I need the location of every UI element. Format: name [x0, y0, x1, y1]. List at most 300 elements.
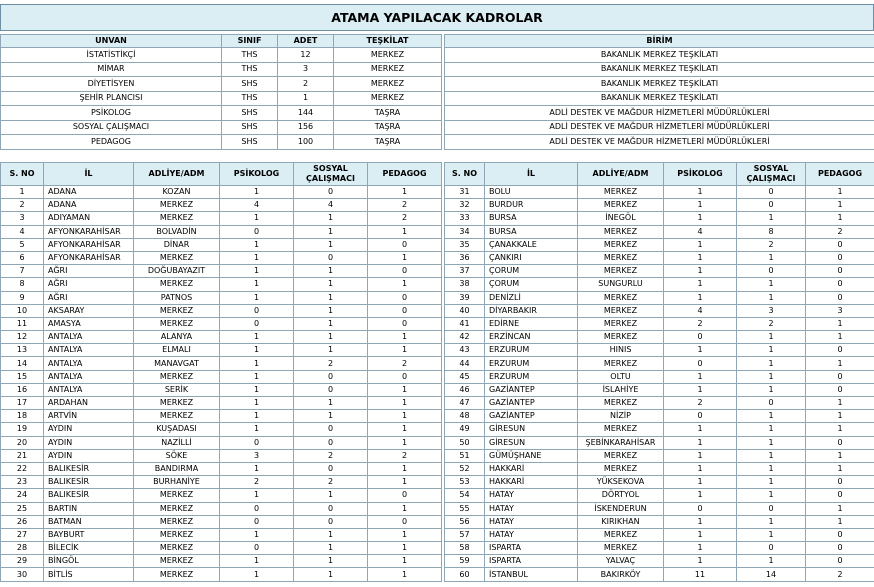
il-cell: BURDUR — [485, 199, 578, 212]
sno-cell: 31 — [445, 186, 485, 199]
adet-cell: 100 — [278, 135, 334, 150]
sno-cell: 14 — [1, 357, 44, 370]
psikolog-cell: 1 — [664, 542, 737, 555]
header-unvan: UNVAN — [1, 35, 222, 48]
sno-cell: 25 — [1, 502, 44, 515]
adliye-cell: MERKEZ — [578, 542, 664, 555]
psikolog-cell: 1 — [220, 331, 294, 344]
psikolog-cell: 0 — [664, 331, 737, 344]
psikolog-cell: 1 — [664, 555, 737, 568]
sno-cell: 30 — [1, 568, 44, 581]
psikolog-cell: 1 — [664, 265, 737, 278]
psikolog-cell: 0 — [220, 515, 294, 528]
psikolog-cell: 1 — [664, 238, 737, 251]
sno-cell: 58 — [445, 542, 485, 555]
psikolog-cell: 1 — [220, 410, 294, 423]
adliye-cell: MERKEZ — [134, 410, 220, 423]
sno-cell: 11 — [1, 317, 44, 330]
sno-cell: 56 — [445, 515, 485, 528]
sosyal-calismaci-cell: 1 — [294, 489, 368, 502]
psikolog-cell: 1 — [664, 462, 737, 475]
sosyal-calismaci-cell: 1 — [737, 357, 806, 370]
pedagog-cell: 0 — [368, 304, 442, 317]
table-row — [445, 370, 874, 383]
sosyal-calismaci-cell: 1 — [294, 397, 368, 410]
table-row — [445, 383, 874, 396]
header-il: İL — [485, 163, 578, 186]
pedagog-cell: 0 — [368, 370, 442, 383]
il-cell: EDİRNE — [485, 317, 578, 330]
sinif-cell: THS — [222, 62, 278, 77]
sosyal-calismaci-cell: 1 — [294, 238, 368, 251]
sosyal-calismaci-cell: 1 — [294, 265, 368, 278]
header-sosyal-calismaci: SOSYAL ÇALIŞMACI — [294, 163, 368, 186]
birim-cell: BAKANLIK MERKEZ TEŞKİLATI — [445, 91, 874, 106]
il-cell: AMASYA — [44, 317, 134, 330]
psikolog-cell: 1 — [220, 357, 294, 370]
sosyal-calismaci-cell: 0 — [737, 186, 806, 199]
sno-cell: 46 — [445, 383, 485, 396]
table-row — [1, 542, 442, 555]
sno-cell: 57 — [445, 528, 485, 541]
psikolog-cell: 1 — [220, 462, 294, 475]
adliye-cell: MERKEZ — [134, 528, 220, 541]
table-row — [1, 357, 442, 370]
sno-cell: 33 — [445, 212, 485, 225]
table-row — [1, 278, 442, 291]
unvan-cell: DİYETİSYEN — [1, 77, 222, 92]
adliye-cell: PATNOS — [134, 291, 220, 304]
psikolog-cell: 1 — [220, 528, 294, 541]
table-row — [1, 502, 442, 515]
sno-cell: 59 — [445, 555, 485, 568]
sno-cell: 23 — [1, 476, 44, 489]
sno-cell: 36 — [445, 251, 485, 264]
sosyal-calismaci-cell: 0 — [294, 502, 368, 515]
il-cell: HATAY — [485, 502, 578, 515]
table-row — [445, 212, 874, 225]
psikolog-cell: 1 — [664, 449, 737, 462]
psikolog-cell: 1 — [664, 423, 737, 436]
il-cell: ERZURUM — [485, 370, 578, 383]
sosyal-calismaci-cell: 1 — [737, 251, 806, 264]
sosyal-calismaci-cell: 1 — [294, 568, 368, 581]
il-cell: ARDAHAN — [44, 397, 134, 410]
il-cell: AFYONKARAHİSAR — [44, 251, 134, 264]
sosyal-calismaci-cell: 1 — [294, 410, 368, 423]
psikolog-cell: 1 — [220, 555, 294, 568]
sno-cell: 50 — [445, 436, 485, 449]
sno-cell: 53 — [445, 476, 485, 489]
pedagog-cell: 2 — [368, 199, 442, 212]
pedagog-cell: 1 — [368, 251, 442, 264]
il-cell: ERZURUM — [485, 357, 578, 370]
adliye-cell: MERKEZ — [134, 251, 220, 264]
sno-cell: 2 — [1, 199, 44, 212]
adliye-cell: BAKIRKÖY — [578, 568, 664, 581]
summary-header-row — [1, 35, 874, 48]
il-cell: BALIKESİR — [44, 476, 134, 489]
pedagog-cell: 2 — [368, 212, 442, 225]
sno-cell: 60 — [445, 568, 485, 581]
pedagog-cell: 1 — [368, 436, 442, 449]
sno-cell: 18 — [1, 410, 44, 423]
unvan-cell: PEDAGOG — [1, 135, 222, 150]
sno-cell: 17 — [1, 397, 44, 410]
sno-cell: 6 — [1, 251, 44, 264]
psikolog-cell: 2 — [664, 317, 737, 330]
adliye-cell: MERKEZ — [134, 568, 220, 581]
adliye-cell: MERKEZ — [578, 423, 664, 436]
il-cell: GİRESUN — [485, 423, 578, 436]
sno-cell: 26 — [1, 515, 44, 528]
table-row — [1, 397, 442, 410]
il-cell: BALIKESİR — [44, 462, 134, 475]
table-row — [1, 476, 442, 489]
pedagog-cell: 1 — [806, 410, 874, 423]
sosyal-calismaci-cell: 2 — [737, 238, 806, 251]
pedagog-cell: 2 — [368, 449, 442, 462]
sosyal-calismaci-cell: 0 — [737, 397, 806, 410]
psikolog-cell: 1 — [220, 397, 294, 410]
sosyal-calismaci-cell: 0 — [737, 199, 806, 212]
pedagog-cell: 1 — [368, 542, 442, 555]
pedagog-cell: 0 — [806, 278, 874, 291]
il-cell: BİNGÖL — [44, 555, 134, 568]
adliye-cell: HINIS — [578, 344, 664, 357]
adliye-cell: MERKEZ — [578, 357, 664, 370]
sosyal-calismaci-cell: 0 — [294, 423, 368, 436]
psikolog-cell: 0 — [220, 542, 294, 555]
il-cell: AFYONKARAHİSAR — [44, 238, 134, 251]
summary-row — [1, 106, 874, 121]
sosyal-calismaci-cell: 0 — [737, 502, 806, 515]
sosyal-calismaci-cell: 2 — [294, 357, 368, 370]
pedagog-cell: 1 — [368, 528, 442, 541]
sosyal-calismaci-cell: 1 — [737, 423, 806, 436]
header-adliye: ADLİYE/ADM — [134, 163, 220, 186]
psikolog-cell: 1 — [220, 238, 294, 251]
psikolog-cell: 0 — [664, 410, 737, 423]
detail-table-right — [444, 162, 874, 582]
header-sno: S. NO — [1, 163, 44, 186]
unvan-cell: PSİKOLOG — [1, 106, 222, 121]
pedagog-cell: 1 — [368, 476, 442, 489]
pedagog-cell: 1 — [368, 410, 442, 423]
adliye-cell: BURHANİYE — [134, 476, 220, 489]
sosyal-calismaci-cell: 4 — [294, 199, 368, 212]
pedagog-cell: 1 — [806, 502, 874, 515]
psikolog-cell: 1 — [664, 476, 737, 489]
table-row — [1, 410, 442, 423]
il-cell: BATMAN — [44, 515, 134, 528]
adet-cell: 156 — [278, 120, 334, 135]
sinif-cell: SHS — [222, 135, 278, 150]
sinif-cell: THS — [222, 91, 278, 106]
il-cell: AĞRI — [44, 278, 134, 291]
table-row — [1, 291, 442, 304]
sno-cell: 42 — [445, 331, 485, 344]
sosyal-calismaci-cell: 2 — [737, 317, 806, 330]
header-birim: BİRİM — [445, 35, 874, 48]
sno-cell: 41 — [445, 317, 485, 330]
table-row — [1, 383, 442, 396]
table-row — [1, 462, 442, 475]
adliye-cell: KUŞADASI — [134, 423, 220, 436]
sosyal-calismaci-cell: 1 — [294, 225, 368, 238]
sosyal-calismaci-cell: 1 — [294, 278, 368, 291]
sinif-cell: SHS — [222, 106, 278, 121]
pedagog-cell: 0 — [806, 265, 874, 278]
sosyal-calismaci-cell: 1 — [737, 344, 806, 357]
psikolog-cell: 1 — [220, 278, 294, 291]
table-row — [445, 410, 874, 423]
pedagog-cell: 0 — [368, 515, 442, 528]
sosyal-calismaci-cell: 2 — [294, 476, 368, 489]
adliye-cell: ŞEBİNKARAHİSAR — [578, 436, 664, 449]
adliye-cell: NİZİP — [578, 410, 664, 423]
adliye-cell: MERKEZ — [578, 186, 664, 199]
sno-cell: 43 — [445, 344, 485, 357]
teskilat-cell: TAŞRA — [334, 120, 442, 135]
summary-row — [1, 77, 874, 92]
pedagog-cell: 1 — [368, 186, 442, 199]
table-row — [1, 568, 442, 581]
psikolog-cell: 0 — [664, 357, 737, 370]
pedagog-cell: 1 — [806, 449, 874, 462]
header-adliye: ADLİYE/ADM — [578, 163, 664, 186]
adliye-cell: SUNGURLU — [578, 278, 664, 291]
psikolog-cell: 1 — [220, 489, 294, 502]
psikolog-cell: 1 — [220, 251, 294, 264]
adliye-cell: DÖRTYOL — [578, 489, 664, 502]
sno-cell: 38 — [445, 278, 485, 291]
table-row — [1, 212, 442, 225]
unvan-cell: ŞEHİR PLANCISI — [1, 91, 222, 106]
il-cell: HATAY — [485, 489, 578, 502]
il-cell: ÇORUM — [485, 265, 578, 278]
table-row — [1, 331, 442, 344]
sno-cell: 15 — [1, 370, 44, 383]
adliye-cell: KOZAN — [134, 186, 220, 199]
sno-cell: 44 — [445, 357, 485, 370]
sinif-cell: SHS — [222, 77, 278, 92]
psikolog-cell: 1 — [664, 212, 737, 225]
pedagog-cell: 2 — [368, 357, 442, 370]
pedagog-cell: 0 — [368, 265, 442, 278]
pedagog-cell: 1 — [806, 515, 874, 528]
sno-cell: 37 — [445, 265, 485, 278]
adet-cell: 2 — [278, 77, 334, 92]
pedagog-cell: 1 — [368, 225, 442, 238]
table-row — [445, 423, 874, 436]
psikolog-cell: 1 — [664, 291, 737, 304]
table-row — [1, 304, 442, 317]
sno-cell: 12 — [1, 331, 44, 344]
teskilat-cell: MERKEZ — [334, 48, 442, 63]
psikolog-cell: 1 — [664, 344, 737, 357]
table-row — [445, 489, 874, 502]
sno-cell: 9 — [1, 291, 44, 304]
table-row — [1, 265, 442, 278]
pedagog-cell: 1 — [806, 397, 874, 410]
pedagog-cell: 0 — [806, 436, 874, 449]
adliye-cell: SERİK — [134, 383, 220, 396]
header-sinif: SINIF — [222, 35, 278, 48]
il-cell: HATAY — [485, 515, 578, 528]
table-row — [445, 265, 874, 278]
il-cell: HATAY — [485, 528, 578, 541]
pedagog-cell: 1 — [368, 383, 442, 396]
sosyal-calismaci-cell: 0 — [294, 251, 368, 264]
psikolog-cell: 1 — [220, 344, 294, 357]
sosyal-calismaci-cell: 1 — [737, 383, 806, 396]
psikolog-cell: 1 — [220, 423, 294, 436]
il-cell: ANTALYA — [44, 357, 134, 370]
psikolog-cell: 2 — [664, 397, 737, 410]
adliye-cell: DİNAR — [134, 238, 220, 251]
il-cell: BİTLİS — [44, 568, 134, 581]
pedagog-cell: 1 — [368, 344, 442, 357]
psikolog-cell: 0 — [220, 225, 294, 238]
sosyal-calismaci-cell: 0 — [294, 383, 368, 396]
sno-cell: 10 — [1, 304, 44, 317]
sno-cell: 3 — [1, 212, 44, 225]
psikolog-cell: 1 — [220, 383, 294, 396]
table-row — [445, 515, 874, 528]
sno-cell: 8 — [1, 278, 44, 291]
pedagog-cell: 0 — [806, 476, 874, 489]
adliye-cell: MERKEZ — [134, 317, 220, 330]
unvan-cell: MİMAR — [1, 62, 222, 77]
table-row — [445, 238, 874, 251]
table-row — [1, 370, 442, 383]
pedagog-cell: 0 — [806, 370, 874, 383]
sno-cell: 22 — [1, 462, 44, 475]
pedagog-cell: 0 — [368, 489, 442, 502]
pedagog-cell: 1 — [368, 462, 442, 475]
adliye-cell: İSLAHİYE — [578, 383, 664, 396]
adliye-cell: MERKEZ — [578, 291, 664, 304]
sosyal-calismaci-cell: 1 — [737, 476, 806, 489]
teskilat-cell: MERKEZ — [334, 91, 442, 106]
sno-cell: 52 — [445, 462, 485, 475]
psikolog-cell: 1 — [664, 528, 737, 541]
sosyal-calismaci-cell: 1 — [737, 370, 806, 383]
sosyal-calismaci-cell: 1 — [737, 410, 806, 423]
sosyal-calismaci-cell: 0 — [294, 370, 368, 383]
pedagog-cell: 1 — [806, 199, 874, 212]
table-row — [1, 186, 442, 199]
sosyal-calismaci-cell: 1 — [737, 436, 806, 449]
sno-cell: 40 — [445, 304, 485, 317]
sosyal-calismaci-cell: 0 — [294, 436, 368, 449]
adliye-cell: MERKEZ — [134, 304, 220, 317]
birim-cell: BAKANLIK MERKEZ TEŞKİLATI — [445, 77, 874, 92]
sno-cell: 45 — [445, 370, 485, 383]
table-row — [445, 542, 874, 555]
sosyal-calismaci-cell: 0 — [294, 515, 368, 528]
il-cell: BARTIN — [44, 502, 134, 515]
il-cell: AKSARAY — [44, 304, 134, 317]
adliye-cell: İSKENDERUN — [578, 502, 664, 515]
table-row — [445, 186, 874, 199]
pedagog-cell: 1 — [368, 278, 442, 291]
sosyal-calismaci-cell: 1 — [737, 489, 806, 502]
psikolog-cell: 11 — [664, 568, 737, 581]
sosyal-calismaci-cell: 1 — [294, 542, 368, 555]
il-cell: GİRESUN — [485, 436, 578, 449]
pedagog-cell: 0 — [806, 528, 874, 541]
il-cell: HAKKARİ — [485, 462, 578, 475]
adliye-cell: MERKEZ — [578, 462, 664, 475]
teskilat-cell: TAŞRA — [334, 135, 442, 150]
table-row — [445, 199, 874, 212]
table-row — [445, 462, 874, 475]
detail-table-left — [0, 162, 442, 582]
table-row — [445, 449, 874, 462]
table-row — [1, 515, 442, 528]
il-cell: ISPARTA — [485, 542, 578, 555]
detail-header-row — [445, 163, 874, 186]
adliye-cell: DOĞUBAYAZIT — [134, 265, 220, 278]
sno-cell: 27 — [1, 528, 44, 541]
sosyal-calismaci-cell: 0 — [737, 542, 806, 555]
header-psikolog: PSİKOLOG — [220, 163, 294, 186]
il-cell: DİYARBAKIR — [485, 304, 578, 317]
adliye-cell: MERKEZ — [578, 238, 664, 251]
adet-cell: 144 — [278, 106, 334, 121]
table-row — [445, 436, 874, 449]
birim-cell: BAKANLIK MERKEZ TEŞKİLATI — [445, 48, 874, 63]
adet-cell: 1 — [278, 91, 334, 106]
table-row — [1, 225, 442, 238]
sno-cell: 29 — [1, 555, 44, 568]
il-cell: ANTALYA — [44, 344, 134, 357]
pedagog-cell: 1 — [368, 502, 442, 515]
pedagog-cell: 2 — [806, 568, 874, 581]
il-cell: BURSA — [485, 212, 578, 225]
adliye-cell: MANAVGAT — [134, 357, 220, 370]
sosyal-calismaci-cell: 1 — [737, 291, 806, 304]
sosyal-calismaci-cell: 0 — [294, 462, 368, 475]
sno-cell: 24 — [1, 489, 44, 502]
sosyal-calismaci-cell: 2 — [294, 449, 368, 462]
il-cell: BALIKESİR — [44, 489, 134, 502]
header-pedagog: PEDAGOG — [806, 163, 874, 186]
adliye-cell: NAZİLLİ — [134, 436, 220, 449]
table-row — [445, 278, 874, 291]
adliye-cell: ALANYA — [134, 331, 220, 344]
il-cell: ERZİNCAN — [485, 331, 578, 344]
il-cell: GÜMÜŞHANE — [485, 449, 578, 462]
adliye-cell: İNEGÖL — [578, 212, 664, 225]
pedagog-cell: 0 — [806, 555, 874, 568]
il-cell: ÇORUM — [485, 278, 578, 291]
sno-cell: 4 — [1, 225, 44, 238]
adliye-cell: YÜKSEKOVA — [578, 476, 664, 489]
psikolog-cell: 1 — [664, 436, 737, 449]
table-row — [445, 397, 874, 410]
sno-cell: 47 — [445, 397, 485, 410]
sno-cell: 1 — [1, 186, 44, 199]
il-cell: ANTALYA — [44, 370, 134, 383]
adliye-cell: BOLVADİN — [134, 225, 220, 238]
il-cell: BAYBURT — [44, 528, 134, 541]
sno-cell: 49 — [445, 423, 485, 436]
pedagog-cell: 0 — [806, 489, 874, 502]
table-row — [445, 331, 874, 344]
